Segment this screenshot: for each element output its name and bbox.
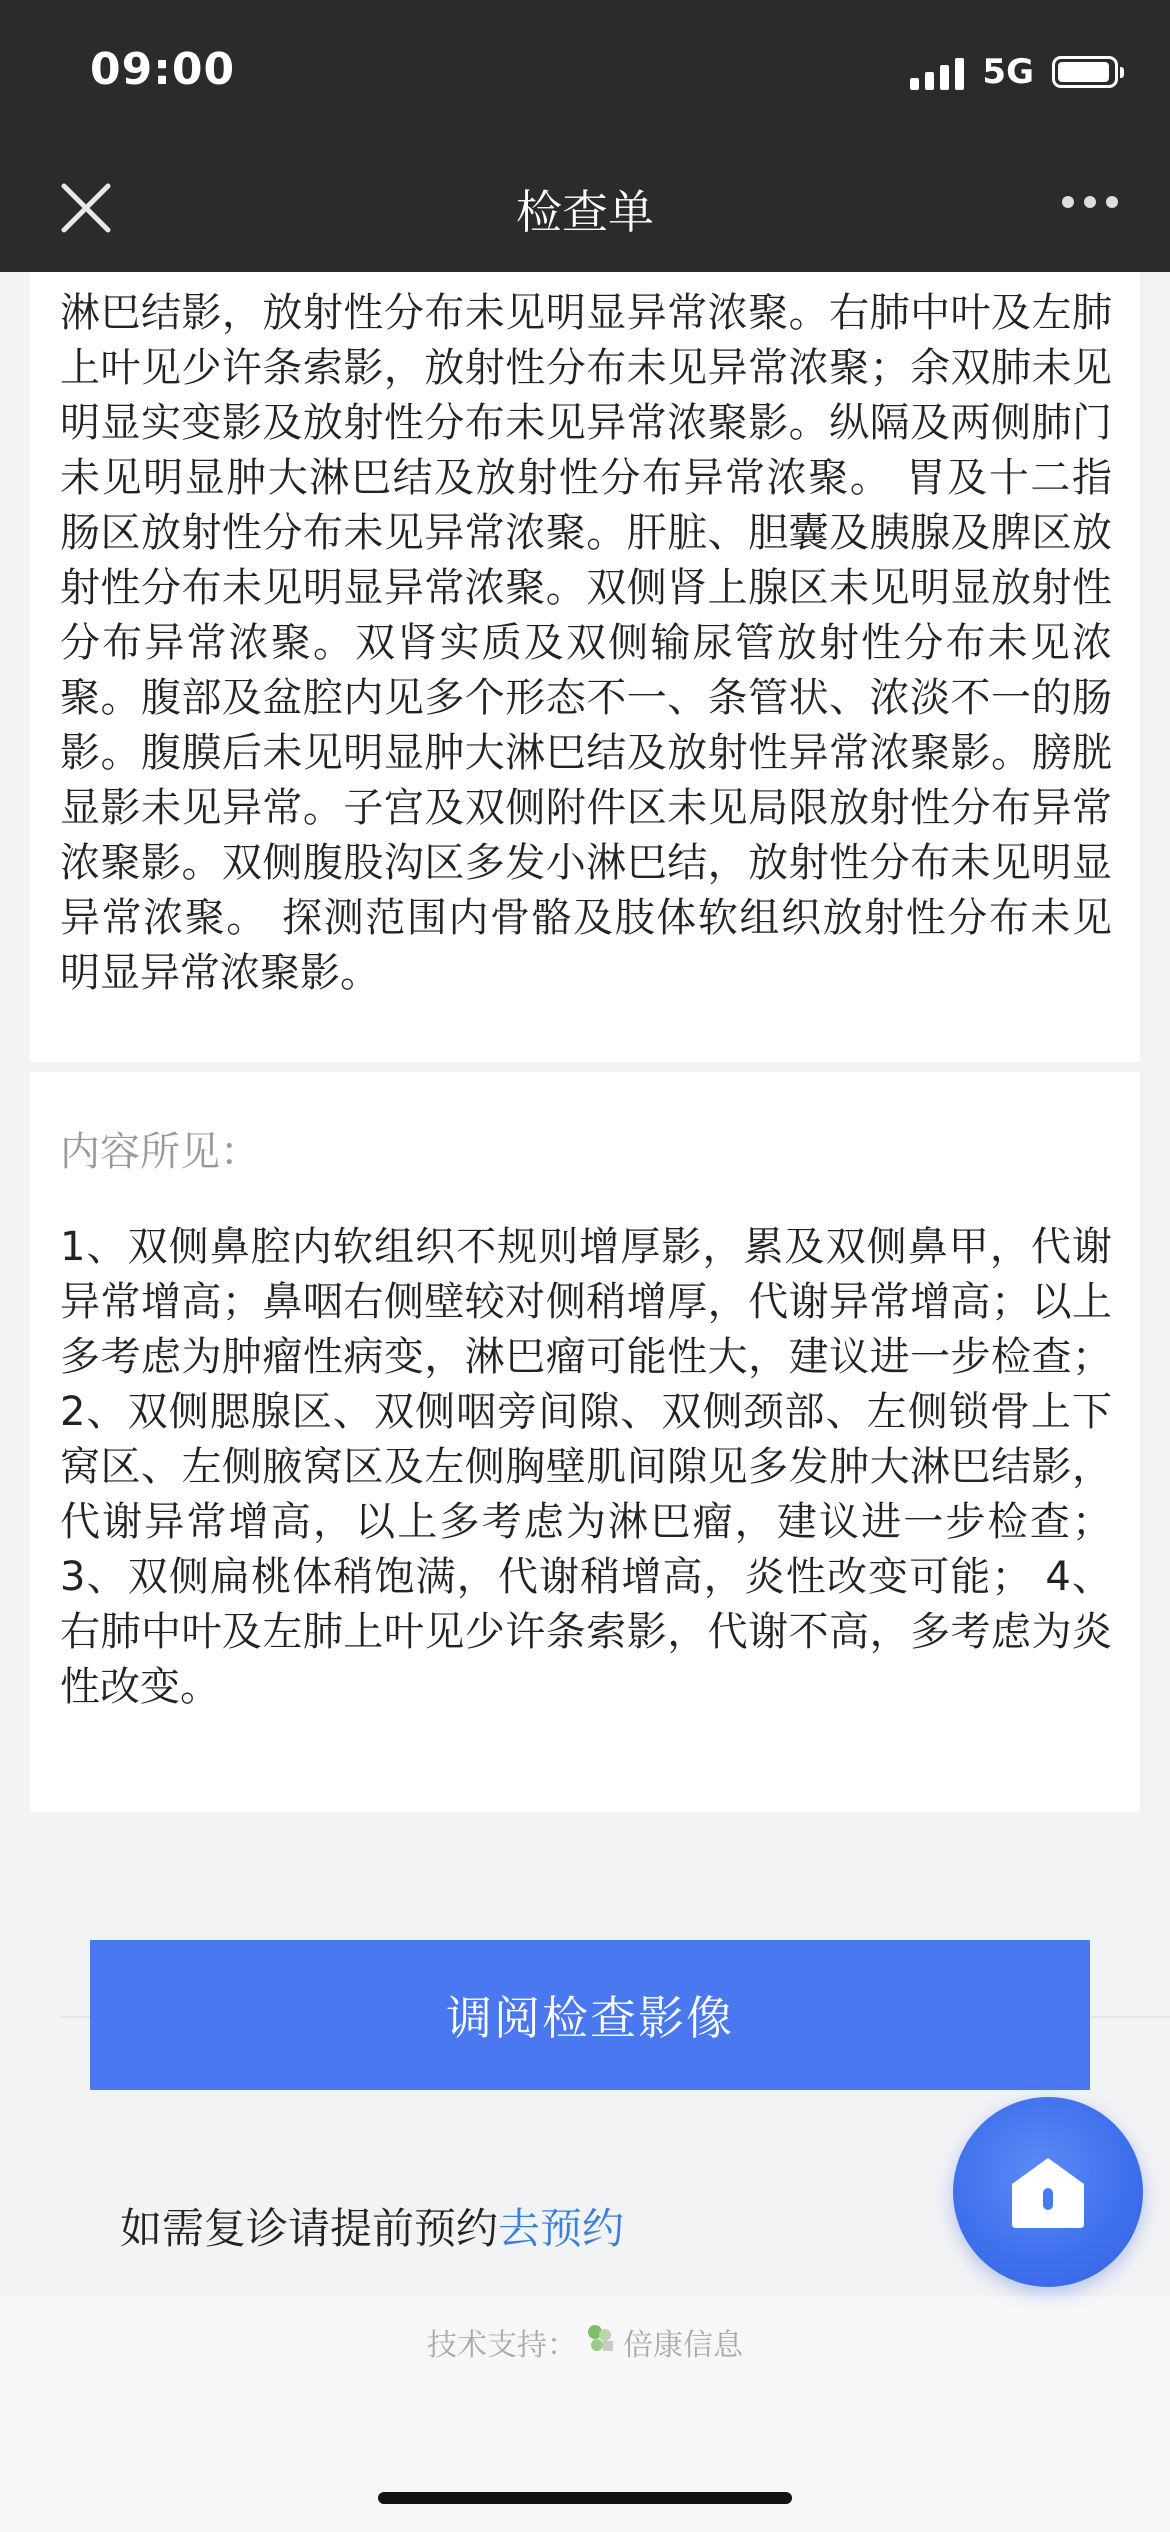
page-title: 检查单 <box>516 185 654 239</box>
support-label: 技术支持： <box>427 2328 577 2363</box>
view-images-button[interactable]: 调阅检查影像 <box>90 1940 1090 2090</box>
section-label: 内容所见： <box>60 1129 260 1175</box>
signal-icon <box>910 54 964 90</box>
status-time: 09:00 <box>90 44 236 95</box>
network-type: 5G <box>982 52 1034 92</box>
support-company: 倍康信息 <box>623 2328 743 2363</box>
conclusion-card <box>30 1072 1140 1812</box>
findings-card <box>30 272 1140 1062</box>
appointment-prompt <box>120 2196 624 2256</box>
top-bar <box>0 0 1170 272</box>
battery-icon <box>1052 56 1118 88</box>
home-icon[interactable] <box>953 2097 1143 2287</box>
status-indicators <box>910 52 1118 92</box>
appointment-text: 如需复诊请提前预约 <box>120 2204 499 2253</box>
more-icon[interactable] <box>1062 196 1118 208</box>
conclusion-text: 1、双侧鼻腔内软组织不规则增厚影，累及双侧鼻甲，代谢异常增高；鼻咽右侧壁较对侧稍增厚，代谢异常增高；以上多考虑为肿瘤性病变，淋巴瘤可能性大，建议进一步检查； 2、双侧腮腺区、双侧咽旁间隙、双侧颈部、左侧锁骨上下窝区、左侧腋窝区及左侧胸壁肌间隙见多发肿大淋巴结影，代谢异常增高，以上多考虑为淋巴瘤，建议进一步检查； 3、双侧扁桃体稍饱满，代谢稍增高，炎性改变可能； 4、右肺中叶及左肺上叶见少许条索影，代谢不高，多考虑为炎性改变。 <box>60 1224 1112 1710</box>
tech-support <box>0 2320 1170 2364</box>
findings-text: 淋巴结影，放射性分布未见明显异常浓聚。右肺中叶及左肺上叶见少许条索影，放射性分布未见异常浓聚；余双肺未见明显实变影及放射性分布未见异常浓聚影。纵隔及两侧肺门未见明显肿大淋巴结及放射性分布异常浓聚。 胃及十二指肠区放射性分布未见异常浓聚。肝脏、胆囊及胰腺及脾区放射性分布未见明显异常浓聚。双侧肾上腺区未见明显放射性分布异常浓聚。双肾实质及双侧输尿管放射性分布未见浓聚。腹部及盆腔内见多个形态不一、条管状、浓淡不一的肠影。腹膜后未见明显肿大淋巴结及放射性异常浓聚影。膀胱显影未见异常。子宫及双侧附件区未见局限放射性分布异常浓聚影。双侧腹股沟区多发小淋巴结，放射性分布未见明显异常浓聚。 探测范围内骨骼及肢体软组织放射性分布未见明显异常浓聚影。 <box>60 290 1112 996</box>
home-indicator[interactable] <box>378 2492 792 2504</box>
company-logo-icon <box>583 2321 617 2363</box>
appointment-link[interactable]: 去预约 <box>498 2204 625 2253</box>
